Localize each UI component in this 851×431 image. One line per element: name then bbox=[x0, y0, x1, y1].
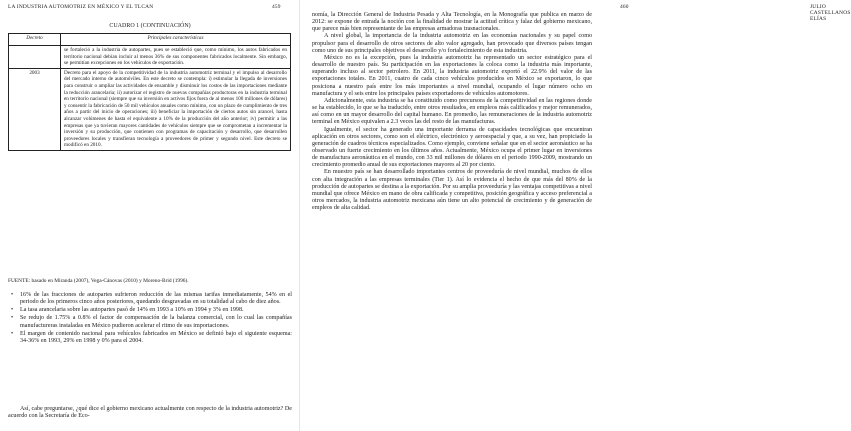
bullet-list bbox=[8, 292, 292, 346]
table-caption: CUADRO 1 (CONTINUACIÓN) bbox=[109, 23, 191, 29]
table-cell-text: se fortaleció a la industria de autopartes, pues se estableció que, como mínimo, los autos fabricados en territorio nacional debían incluir al menos 36% de sus componentes fabricados localmente. Sin embargo, se permitían excepciones en los vehículos de exportación. bbox=[61, 46, 291, 69]
paragraph: México no es la excepción, pues la industria automotriz ha representado un sector estratégico para el desarrollo de nuestro país. Su participación en las exportaciones la coloca como la industria más importante, superando incluso al sector petrolero. En 2011, la industria automotriz exportó el 22.9% del valor de las exportaciones totales. En 2011, cuatro de cada cinco vehículos producidos en México se exportaron, lo que posiciona a nuestro país entre los más importantes a nivel mundial, ocupando el lugar número ocho en manufactura y el seis entre los principales países exportadores de vehículos automotores. bbox=[312, 54, 592, 97]
paragraph: En muestro país se han desarrollado importantes centros de proveeduría de nivel mundial, muchos de ellos con alta integración a las empresas terminales (Tier 1). Así lo evidencia el hecho de que más del 80% de la producción de autopartes se destina a la exportación. Por su amplia proveeduría y las ventajas competitivas a nivel mundial que ofrece México en mano de obra calificada y competitiva, posición geográfica y acceso preferencial a otros mercados, la industria automotriz mexicana aún tiene un alto potencial de crecimiento y de generación de empleos de alta calidad. bbox=[312, 169, 592, 212]
table-row bbox=[9, 46, 291, 69]
paragraph: Igualmente, el sector ha generado una importante derrama de capacidades tecnológicas que encuentran aplicación en otros sectores, como son el eléctrico, electrónico y aeroespacial y que, a su vez, han propiciado la generación de cuadros técnicos especializados. Como ejemplo, conviene señalar que en el sector aeronáutico se ha observado un fuerte crecimiento en los últimos años. Actualmente, México ocupa el primer lugar en inversiones de manufactura aeronáutica en el mundo, con 33 mil millones de dólares en el periodo 1990-2009, mostrando un crecimiento promedio anual de sus exportaciones mayores al 20 por ciento. bbox=[312, 126, 592, 169]
running-head-right: JULIO CASTELLANOS ELÍAS bbox=[810, 4, 851, 22]
source-text: basado en Miranda (2007), Vega-Cánovas (2010) y Moreno-Brid (1996). bbox=[31, 278, 189, 284]
table-header-row bbox=[9, 34, 291, 46]
paragraph: Adicionalmente, esta industria se ha constituido como precursora de la competitividad en las regiones donde se ha establecido, lo que se ha traducido, entre otros resultados, en empleos más calificados y mejor remunerados, así como en un mayor desarrollo del capital humano. En promedio, las remuneraciones de la industria automotriz terminal en México equivalen a 2.3 veces las del resto de las manufacturas. bbox=[312, 97, 592, 126]
right-body-text bbox=[312, 12, 592, 212]
left-page bbox=[0, 0, 300, 431]
table-cell-text: Decreto para el apoyo de la competitividad de la industria automotriz terminal y el impulso al desarrollo del mercado interno de automóviles. En este decreto se contempla: i) estimular la llegada de inversiones para construir o ampliar las actividades de ensamble y disminuir los costos de las importaciones mediante la reducción arancelaria; ii) autorizar el registro de nuevas compañías productoras en la industria terminal en territorio nacional (siempre que su inversión en activos fijos fuera de al menos 100 millones de dólares) y consentir la fabricación de 50 mil vehículos anuales como mínimo, con un plazo de cumplimiento de tres años a partir del inicio de operaciones; iii) beneficiar la importación de ciertos autos sin arancel, hasta alcanzar volúmenes de hasta el equivalente a 10% de la producción del año anterior; iv) permitir a las empresas que ya tuvieran mayores cantidades de vehículos siempre que se comprometan a incrementar la inversión y su producción, que contienen con programas de capacitación y desarrollo, que desarrollen proveedores locales y transfieran tecnología a proveedores de primer y segundo nivel. Este decreto se modificó en 2010. bbox=[61, 68, 291, 150]
paragraph: A nivel global, la importancia de la industria automotriz en las economías nacionales y su papel como propulsor para el desarrollo de otros sectores de alto valor agregado, han provocado que diversos países tengan como uno de sus principales objetivos el desarrollo y/o fortalecimiento de esta industria. bbox=[312, 33, 592, 54]
list-item: • El margen de contenido nacional para vehículos fabricados en México se definió bajo el siguiente esquema: 34-36% en 1993, 29% en 1998 y 0% para el 2004. bbox=[8, 331, 292, 346]
page-number-right: 460 bbox=[620, 4, 629, 10]
list-item: • 16% de las fracciones de autopartes sufrieron reducción de las mismas tarifas inmediatamente, 54% en el periodo de los primeros cinco años posteriores, quedando desgravadas en su totalidad al cabo de diez años. bbox=[8, 292, 292, 307]
list-item: • La tasa arancelaria sobre las autopartes pasó de 14% en 1993 a 10% en 1994 y 3% en 1998. bbox=[8, 307, 292, 314]
table-cell-decreto: 2003 bbox=[9, 68, 61, 150]
table-source bbox=[8, 278, 189, 284]
closing-paragraph: Así, cabe preguntarse, ¿qué dice el gobierno mexicano actualmente con respecto de la industria automotriz? De acuerdo con la Secretaría de Eco- bbox=[8, 406, 292, 420]
table-row bbox=[9, 68, 291, 150]
list-item: • Se redujo de 1.75% a 0.8% el factor de compensación de la balanza comercial, con lo cual las compañías manufactureras instaladas en México pudieron acelerar el ritmo de sus importaciones. bbox=[8, 315, 292, 330]
column-header-decreto: Decreto bbox=[9, 34, 61, 46]
column-header-caracteristicas: Principales características bbox=[61, 34, 291, 46]
decree-table bbox=[8, 33, 291, 151]
running-head-left: LA INDUSTRIA AUTOMOTRIZ EN MÉXICO Y EL TLCAN bbox=[8, 4, 154, 10]
paragraph: nomía, la Dirección General de Industria Pesada y Alta Tecnología, en la Monografía que publica en marzo de 2012: se expone de entrada la noción con la finalidad de mostrar la actitud crítica y falaz del gobierno mexicano, que parece más bien representante de las empresas armadoras trasnacionales. bbox=[312, 12, 592, 33]
table-cell-decreto bbox=[9, 46, 61, 69]
page-number-left: 459 bbox=[272, 4, 281, 10]
source-label: FUENTE: bbox=[8, 278, 31, 284]
